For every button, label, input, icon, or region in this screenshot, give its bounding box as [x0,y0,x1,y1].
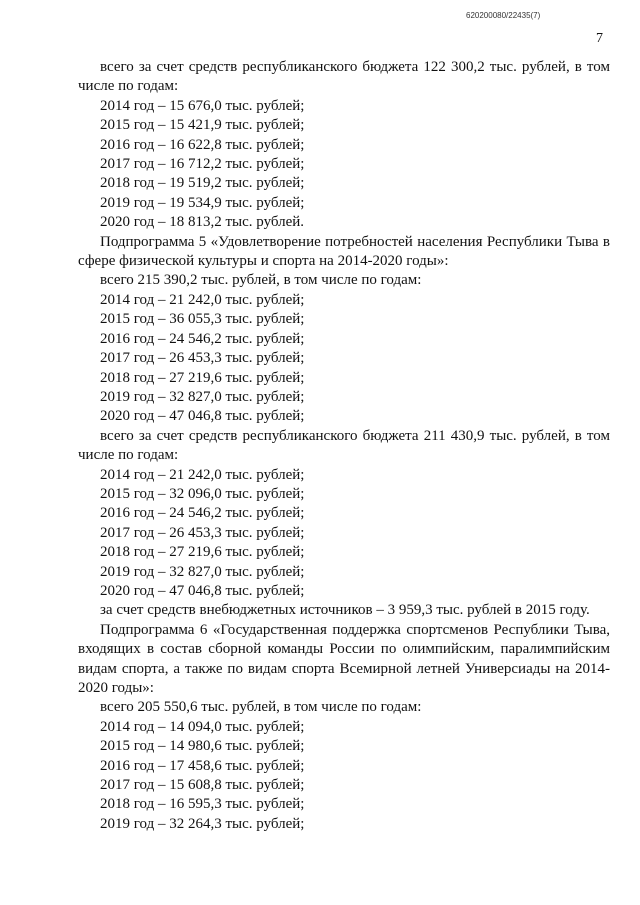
list-item: 2018 год – 19 519,2 тыс. рублей; [100,175,305,192]
list-item: 2015 год – 32 096,0 тыс. рублей; [100,485,305,502]
list-item: 2014 год – 21 242,0 тыс. рублей; [100,466,305,483]
paragraph-total-sub5: всего 215 390,2 тыс. рублей, в том числе по годам: [100,272,422,289]
list-item: 2020 год – 47 046,8 тыс. рублей; [100,582,305,599]
list-item: 2017 год – 26 453,3 тыс. рублей; [100,524,305,541]
list-item: 2018 год – 16 595,3 тыс. рублей; [100,796,305,813]
list-item: 2014 год – 15 676,0 тыс. рублей; [100,97,305,114]
document-body [78,58,610,834]
list-item: 2015 год – 36 055,3 тыс. рублей; [100,311,305,328]
list-item: 2017 год – 15 608,8 тыс. рублей; [100,777,305,794]
list-item: 2016 год – 24 546,2 тыс. рублей; [100,330,305,347]
list-item: 2019 год – 32 827,0 тыс. рублей; [100,563,305,580]
paragraph-extrabudgetary: за счет средств внебюджетных источников – 3 959,3 тыс. рублей в 2015 году. [100,602,590,619]
list-item: 2014 год – 14 094,0 тыс. рублей; [100,718,305,735]
list-item: 2014 год – 21 242,0 тыс. рублей; [100,291,305,308]
list-item: 2019 год – 32 264,3 тыс. рублей; [100,815,305,832]
list-item: 2019 год – 19 534,9 тыс. рублей; [100,194,305,211]
paragraph-total-sub6: всего 205 550,6 тыс. рублей, в том числе по годам: [100,699,422,716]
list-item: 2018 год – 27 219,6 тыс. рублей; [100,369,305,386]
paragraph-subprogram-5-title: Подпрограмма 5 «Удовлетворение потребностей населения Республики Тыва в сфере физической культуры и спорта на 2014-2020 годы»: [78,233,610,270]
paragraph-subprogram-6-title: Подпрограмма 6 «Государственная поддержка спортсменов Республики Тыва, входящих в состав сборной команды России по олимпийским, паралимпийским видам спорта, а также по видам спорта Всемирной летней Универсиады на 2014-2020 годы»: [78,621,610,696]
paragraph-budget-total-sub5: всего за счет средств республиканского бюджета 211 430,9 тыс. рублей, в том числе по годам: [78,427,610,464]
list-item: 2015 год – 14 980,6 тыс. рублей; [100,738,305,755]
list-item: 2018 год – 27 219,6 тыс. рублей; [100,544,305,561]
list-item: 2016 год – 24 546,2 тыс. рублей; [100,505,305,522]
page-number: 7 [596,31,603,46]
list-item: 2016 год – 17 458,6 тыс. рублей; [100,757,305,774]
document-code: 620200080/22435(7) [466,11,541,20]
list-item: 2015 год – 15 421,9 тыс. рублей; [100,117,305,134]
list-item: 2020 год – 47 046,8 тыс. рублей; [100,408,305,425]
list-item: 2019 год – 32 827,0 тыс. рублей; [100,388,305,405]
list-item: 2016 год – 16 622,8 тыс. рублей; [100,136,305,153]
list-item: 2017 год – 26 453,3 тыс. рублей; [100,350,305,367]
list-item: 2017 год – 16 712,2 тыс. рублей; [100,156,305,173]
list-item: 2020 год – 18 813,2 тыс. рублей. [100,214,305,231]
paragraph-budget-total-sub4: всего за счет средств республиканского бюджета 122 300,2 тыс. рублей, в том числе по годам: [78,59,610,95]
